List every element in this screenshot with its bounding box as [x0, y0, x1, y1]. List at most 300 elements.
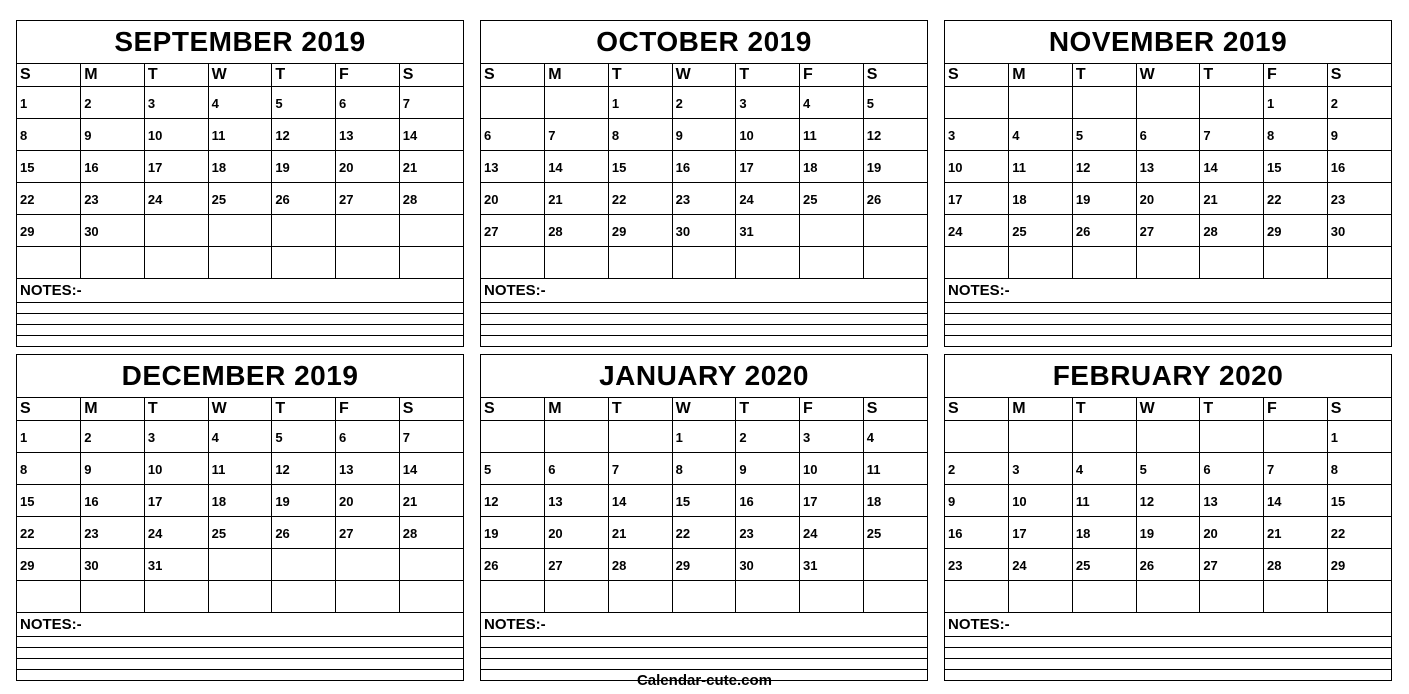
month-grid: [481, 398, 927, 613]
note-line: [17, 637, 463, 648]
day-cell: [545, 581, 609, 613]
day-cell: [800, 581, 864, 613]
notes-lines: [481, 303, 927, 346]
day-cell: 19: [481, 517, 545, 549]
footer-site-name: Calendar-cute.com: [636, 672, 773, 689]
day-cell: 17: [144, 485, 208, 517]
day-cell: [208, 247, 272, 279]
day-cell: 23: [81, 517, 145, 549]
day-cell: [1200, 87, 1264, 119]
day-cell: [945, 581, 1009, 613]
day-cell: 24: [736, 183, 800, 215]
day-cell: 2: [81, 87, 145, 119]
weekday-header: M: [81, 398, 145, 421]
weekday-header: T: [144, 398, 208, 421]
day-cell: [1009, 247, 1073, 279]
day-cell: 9: [945, 485, 1009, 517]
day-cell: 29: [672, 549, 736, 581]
day-cell: [1009, 581, 1073, 613]
day-cell: [272, 549, 336, 581]
day-cell: 27: [336, 517, 400, 549]
weekday-header: W: [208, 64, 272, 87]
day-cell: 30: [1327, 215, 1391, 247]
day-cell: 16: [81, 485, 145, 517]
day-cell: 12: [272, 119, 336, 151]
day-cell: 21: [1264, 517, 1328, 549]
week-row: [17, 453, 463, 485]
weekday-header: T: [144, 64, 208, 87]
week-row: [17, 485, 463, 517]
weekday-header: S: [399, 64, 463, 87]
day-cell: 25: [1009, 215, 1073, 247]
weekday-header: W: [1136, 64, 1200, 87]
day-cell: 19: [863, 151, 927, 183]
day-cell: 7: [545, 119, 609, 151]
day-cell: [208, 215, 272, 247]
week-row: [17, 549, 463, 581]
note-line: [945, 648, 1391, 659]
day-cell: 9: [736, 453, 800, 485]
day-cell: 5: [481, 453, 545, 485]
day-cell: [545, 421, 609, 453]
day-cell: 16: [1327, 151, 1391, 183]
day-cell: 28: [545, 215, 609, 247]
note-line: [945, 314, 1391, 325]
weekday-header: S: [399, 398, 463, 421]
day-cell: 17: [800, 485, 864, 517]
notes-label: NOTES:-: [17, 279, 463, 303]
weekday-header: T: [736, 398, 800, 421]
day-cell: 30: [672, 215, 736, 247]
day-cell: [144, 581, 208, 613]
weekday-header: F: [1264, 398, 1328, 421]
day-cell: 24: [1009, 549, 1073, 581]
day-cell: 25: [208, 517, 272, 549]
note-line: [945, 659, 1391, 670]
note-line: [945, 336, 1391, 346]
day-cell: [736, 581, 800, 613]
day-cell: [1200, 421, 1264, 453]
day-cell: 3: [144, 421, 208, 453]
week-row: [945, 215, 1391, 247]
month-calendar: [16, 354, 464, 681]
day-cell: [336, 581, 400, 613]
day-cell: [1009, 87, 1073, 119]
week-row: [945, 151, 1391, 183]
day-cell: [863, 215, 927, 247]
day-cell: 6: [545, 453, 609, 485]
day-cell: [672, 581, 736, 613]
day-cell: 23: [945, 549, 1009, 581]
weekday-header-row: [945, 398, 1391, 421]
day-cell: 15: [1327, 485, 1391, 517]
week-row: [17, 215, 463, 247]
day-cell: [545, 87, 609, 119]
note-line: [17, 648, 463, 659]
day-cell: [1200, 581, 1264, 613]
week-row: [481, 119, 927, 151]
day-cell: 11: [208, 453, 272, 485]
day-cell: 24: [945, 215, 1009, 247]
day-cell: 2: [672, 87, 736, 119]
day-cell: [1072, 421, 1136, 453]
month-grid: [945, 398, 1391, 613]
day-cell: 18: [1072, 517, 1136, 549]
day-cell: 14: [399, 453, 463, 485]
note-line: [17, 325, 463, 336]
day-cell: 16: [81, 151, 145, 183]
day-cell: [1264, 421, 1328, 453]
day-cell: [800, 215, 864, 247]
day-cell: 22: [1264, 183, 1328, 215]
weekday-header: T: [272, 398, 336, 421]
day-cell: [208, 581, 272, 613]
weekday-header: W: [208, 398, 272, 421]
day-cell: 22: [608, 183, 672, 215]
notes-label: NOTES:-: [945, 279, 1391, 303]
day-cell: 6: [1136, 119, 1200, 151]
day-cell: 13: [481, 151, 545, 183]
week-row: [17, 247, 463, 279]
week-row: [481, 453, 927, 485]
day-cell: 27: [481, 215, 545, 247]
day-cell: [399, 215, 463, 247]
notes-lines: [17, 303, 463, 346]
note-line: [481, 314, 927, 325]
weekday-header: T: [272, 64, 336, 87]
day-cell: [608, 581, 672, 613]
day-cell: 1: [17, 87, 81, 119]
day-cell: 28: [608, 549, 672, 581]
day-cell: 9: [672, 119, 736, 151]
weekday-header: W: [672, 64, 736, 87]
day-cell: [81, 581, 145, 613]
week-row: [945, 517, 1391, 549]
weekday-header-row: [481, 398, 927, 421]
week-row: [17, 581, 463, 613]
day-cell: [736, 247, 800, 279]
day-cell: [272, 581, 336, 613]
week-row: [481, 517, 927, 549]
day-cell: 2: [736, 421, 800, 453]
day-cell: [1264, 247, 1328, 279]
month-calendar: [16, 20, 464, 347]
day-cell: 4: [208, 421, 272, 453]
week-row: [945, 421, 1391, 453]
day-cell: [481, 247, 545, 279]
weekday-header: M: [545, 64, 609, 87]
day-cell: 20: [336, 485, 400, 517]
weekday-header: M: [1009, 64, 1073, 87]
month-title: SEPTEMBER 2019: [17, 21, 463, 64]
weekday-header: T: [1072, 398, 1136, 421]
day-cell: [81, 247, 145, 279]
day-cell: 1: [608, 87, 672, 119]
day-cell: 27: [336, 183, 400, 215]
day-cell: 23: [672, 183, 736, 215]
day-cell: 16: [736, 485, 800, 517]
weekday-header: T: [1200, 398, 1264, 421]
day-cell: 23: [81, 183, 145, 215]
day-cell: 3: [800, 421, 864, 453]
weekday-header: F: [800, 398, 864, 421]
note-line: [17, 314, 463, 325]
day-cell: [208, 549, 272, 581]
day-cell: [481, 421, 545, 453]
week-row: [17, 151, 463, 183]
week-row: [481, 485, 927, 517]
notes-label: NOTES:-: [481, 279, 927, 303]
day-cell: 6: [336, 87, 400, 119]
day-cell: 20: [336, 151, 400, 183]
week-row: [481, 215, 927, 247]
day-cell: 11: [800, 119, 864, 151]
day-cell: 29: [1264, 215, 1328, 247]
week-row: [17, 421, 463, 453]
day-cell: 19: [1072, 183, 1136, 215]
day-cell: [1327, 581, 1391, 613]
day-cell: 5: [863, 87, 927, 119]
day-cell: [672, 247, 736, 279]
day-cell: [945, 87, 1009, 119]
month-grid: [17, 64, 463, 279]
notes-label: NOTES:-: [481, 613, 927, 637]
week-row: [945, 183, 1391, 215]
day-cell: 29: [1327, 549, 1391, 581]
day-cell: 20: [1200, 517, 1264, 549]
day-cell: 13: [336, 119, 400, 151]
day-cell: 12: [272, 453, 336, 485]
day-cell: [481, 581, 545, 613]
day-cell: [1072, 581, 1136, 613]
note-line: [17, 303, 463, 314]
day-cell: 28: [1200, 215, 1264, 247]
note-line: [481, 303, 927, 314]
day-cell: [272, 215, 336, 247]
weekday-header: S: [17, 64, 81, 87]
day-cell: 5: [272, 87, 336, 119]
day-cell: 7: [608, 453, 672, 485]
day-cell: 3: [945, 119, 1009, 151]
day-cell: 10: [736, 119, 800, 151]
day-cell: [945, 247, 1009, 279]
week-row: [945, 581, 1391, 613]
day-cell: 25: [208, 183, 272, 215]
day-cell: 18: [1009, 183, 1073, 215]
day-cell: 19: [272, 485, 336, 517]
day-cell: 10: [144, 119, 208, 151]
day-cell: 6: [336, 421, 400, 453]
day-cell: 3: [736, 87, 800, 119]
day-cell: 19: [272, 151, 336, 183]
weekday-header: M: [81, 64, 145, 87]
day-cell: 21: [1200, 183, 1264, 215]
day-cell: [608, 247, 672, 279]
weekday-header: M: [545, 398, 609, 421]
weekday-header: F: [336, 398, 400, 421]
month-title: FEBRUARY 2020: [945, 355, 1391, 398]
day-cell: 9: [1327, 119, 1391, 151]
day-cell: 30: [736, 549, 800, 581]
month-calendar: [944, 20, 1392, 347]
day-cell: 20: [545, 517, 609, 549]
day-cell: 26: [863, 183, 927, 215]
week-row: [481, 87, 927, 119]
note-line: [481, 648, 927, 659]
day-cell: 21: [399, 485, 463, 517]
weekday-header-row: [945, 64, 1391, 87]
day-cell: 26: [481, 549, 545, 581]
weekday-header: W: [1136, 398, 1200, 421]
day-cell: 5: [272, 421, 336, 453]
weekday-header: S: [863, 64, 927, 87]
day-cell: 10: [1009, 485, 1073, 517]
day-cell: 22: [17, 183, 81, 215]
day-cell: [1009, 421, 1073, 453]
note-line: [481, 659, 927, 670]
day-cell: [17, 581, 81, 613]
weekday-header: S: [1327, 398, 1391, 421]
month-title: JANUARY 2020: [481, 355, 927, 398]
day-cell: [800, 247, 864, 279]
day-cell: 17: [144, 151, 208, 183]
day-cell: 3: [144, 87, 208, 119]
day-cell: 2: [81, 421, 145, 453]
day-cell: 21: [399, 151, 463, 183]
day-cell: 13: [1200, 485, 1264, 517]
day-cell: 12: [481, 485, 545, 517]
day-cell: [1136, 247, 1200, 279]
day-cell: 22: [1327, 517, 1391, 549]
month-title: OCTOBER 2019: [481, 21, 927, 64]
day-cell: 8: [1327, 453, 1391, 485]
month-calendar: [944, 354, 1392, 681]
day-cell: 20: [1136, 183, 1200, 215]
day-cell: 31: [736, 215, 800, 247]
day-cell: 1: [672, 421, 736, 453]
week-row: [945, 119, 1391, 151]
week-row: [17, 119, 463, 151]
day-cell: 15: [1264, 151, 1328, 183]
day-cell: 5: [1072, 119, 1136, 151]
day-cell: 4: [1072, 453, 1136, 485]
weekday-header-row: [481, 64, 927, 87]
day-cell: 18: [208, 485, 272, 517]
weekday-header: S: [481, 64, 545, 87]
day-cell: [545, 247, 609, 279]
day-cell: 22: [672, 517, 736, 549]
week-row: [17, 183, 463, 215]
day-cell: 3: [1009, 453, 1073, 485]
day-cell: 9: [81, 119, 145, 151]
day-cell: 7: [1264, 453, 1328, 485]
day-cell: 8: [672, 453, 736, 485]
day-cell: 9: [81, 453, 145, 485]
day-cell: 27: [545, 549, 609, 581]
day-cell: 8: [17, 453, 81, 485]
day-cell: 24: [144, 517, 208, 549]
day-cell: 15: [608, 151, 672, 183]
note-line: [481, 325, 927, 336]
day-cell: 15: [17, 151, 81, 183]
weekday-header: S: [945, 398, 1009, 421]
day-cell: 10: [144, 453, 208, 485]
weekday-header: W: [672, 398, 736, 421]
day-cell: [144, 247, 208, 279]
day-cell: 26: [272, 183, 336, 215]
day-cell: 18: [863, 485, 927, 517]
day-cell: 18: [208, 151, 272, 183]
weekday-header: S: [1327, 64, 1391, 87]
day-cell: 24: [144, 183, 208, 215]
day-cell: 12: [1072, 151, 1136, 183]
weekday-header: S: [945, 64, 1009, 87]
day-cell: [863, 549, 927, 581]
week-row: [945, 247, 1391, 279]
day-cell: [399, 581, 463, 613]
weekday-header-row: [17, 64, 463, 87]
day-cell: [272, 247, 336, 279]
week-row: [481, 151, 927, 183]
day-cell: 26: [1136, 549, 1200, 581]
day-cell: 17: [1009, 517, 1073, 549]
weekday-header: T: [1200, 64, 1264, 87]
week-row: [945, 453, 1391, 485]
day-cell: [1136, 421, 1200, 453]
day-cell: 8: [17, 119, 81, 151]
month-grid: [481, 64, 927, 279]
day-cell: 11: [1009, 151, 1073, 183]
day-cell: 14: [545, 151, 609, 183]
weekday-header: T: [736, 64, 800, 87]
day-cell: 25: [1072, 549, 1136, 581]
day-cell: 21: [545, 183, 609, 215]
day-cell: 14: [1264, 485, 1328, 517]
day-cell: [1327, 247, 1391, 279]
day-cell: [1072, 87, 1136, 119]
month-calendar: [480, 354, 928, 681]
week-row: [481, 549, 927, 581]
day-cell: 31: [800, 549, 864, 581]
day-cell: 4: [863, 421, 927, 453]
day-cell: 28: [399, 517, 463, 549]
day-cell: 18: [800, 151, 864, 183]
week-row: [945, 87, 1391, 119]
month-title: NOVEMBER 2019: [945, 21, 1391, 64]
day-cell: [399, 247, 463, 279]
day-cell: 2: [945, 453, 1009, 485]
week-row: [481, 247, 927, 279]
day-cell: 30: [81, 549, 145, 581]
day-cell: 29: [17, 215, 81, 247]
day-cell: 21: [608, 517, 672, 549]
week-row: [17, 87, 463, 119]
day-cell: 29: [17, 549, 81, 581]
day-cell: 1: [17, 421, 81, 453]
weekday-header: S: [17, 398, 81, 421]
day-cell: 26: [272, 517, 336, 549]
day-cell: 10: [800, 453, 864, 485]
day-cell: 8: [608, 119, 672, 151]
notes-label: NOTES:-: [17, 613, 463, 637]
day-cell: 11: [208, 119, 272, 151]
weekday-header: T: [608, 64, 672, 87]
day-cell: 17: [736, 151, 800, 183]
note-line: [17, 336, 463, 346]
week-row: [945, 485, 1391, 517]
week-row: [945, 549, 1391, 581]
weekday-header: T: [1072, 64, 1136, 87]
